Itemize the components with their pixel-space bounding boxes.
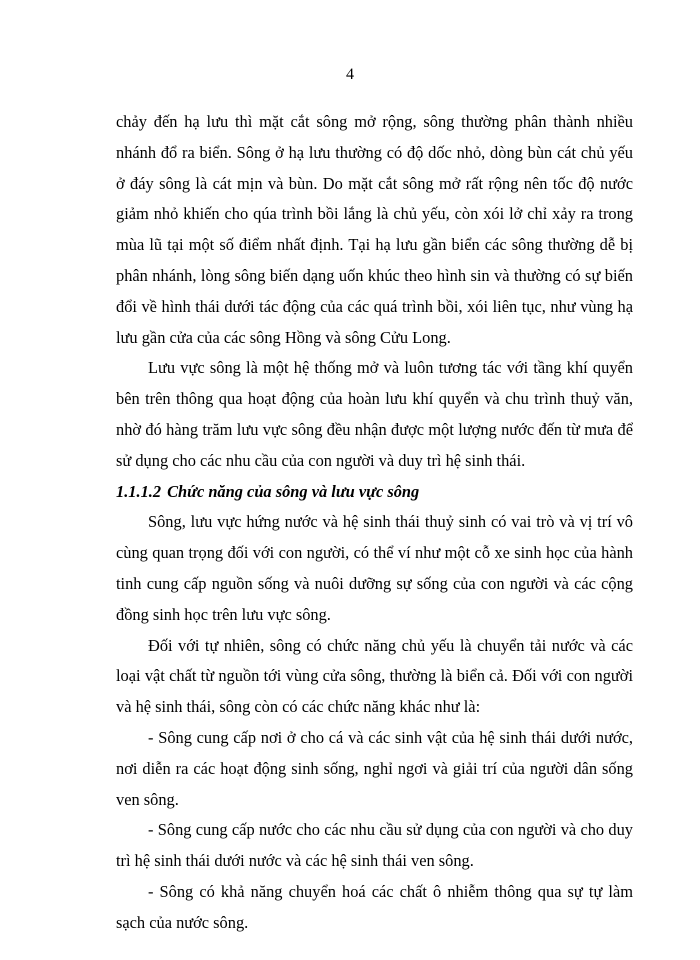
page-number: 4 <box>346 66 354 83</box>
section-title: Chức năng của sông và lưu vực sông <box>167 481 420 501</box>
list-item-water-supply: - Sông cung cấp nước cho các nhu cầu sử dụng của con người và cho duy trì hệ sinh thái dưới nước và các hệ sinh thái ven sông. <box>116 820 633 871</box>
list-item-habitat: - Sông cung cấp nơi ở cho cá và các sinh vật của hệ sinh thái dưới nước, nơi diễn ra các hoạt động sinh sống, nghỉ ngơi và giải trí của người dân sống ven sông. <box>116 727 633 809</box>
paragraph-river-basin: Lưu vực sông là một hệ thống mở và luôn tương tác với tầng khí quyển bên trên thông qua hoạt động của hoàn lưu khí quyển và chu trình thuỷ văn, nhờ đó hàng trăm lưu vực sông đều nhận được một lượng nước đến từ mưa để sử dụng cho các nhu cầu của con người và duy trì hệ sinh thái. <box>116 358 633 470</box>
list-item-self-purification: - Sông có khả năng chuyển hoá các chất ô nhiễm thông qua sự tự làm sạch của nước sông. <box>116 881 633 932</box>
document-body <box>116 107 633 939</box>
section-number: 1.1.1.2 <box>116 481 162 501</box>
section-heading <box>116 477 633 508</box>
paragraph-river-role: Sông, lưu vực hứng nước và hệ sinh thái thuỷ sinh có vai trò và vị trí vô cùng quan trọng đối với con người, có thể ví như một cỗ xe sinh học của hành tinh cung cấp nguồn sống và nuôi dưỡng sự sống của con người và các cộng đồng sinh học trên lưu vực sông. <box>116 512 633 624</box>
paragraph-river-functions: Đối với tự nhiên, sông có chức năng chủ yếu là chuyển tải nước và các loại vật chất từ nguồn tới vùng cửa sông, thường là biển cả. Đối với con người và hệ sinh thái, sông còn có các chức năng khác như là: <box>116 635 633 717</box>
paragraph-river-downstream: chảy đến hạ lưu thì mặt cắt sông mở rộng, sông thường phân thành nhiều nhánh đổ ra biển. Sông ở hạ lưu thường có độ dốc nhỏ, dòng bùn cát chủ yếu ở đáy sông là cát mịn và bùn. Do mặt cắt sông mở rất rộng nên tốc độ nước giảm nhỏ khiến cho qúa trình bồi lắng là chủ yếu, còn xói lở chỉ xảy ra trong mùa lũ tại một số điểm nhất định. Tại hạ lưu gần biển các sông thường dễ bị phân nhánh, lòng sông biến dạng uốn khúc theo hình sin và thường có sự biến đổi về hình thái dưới tác động của các quá trình bồi, xói liên tục, như vùng hạ lưu gần cửa của các sông Hồng và sông Cửu Long. <box>116 112 633 347</box>
